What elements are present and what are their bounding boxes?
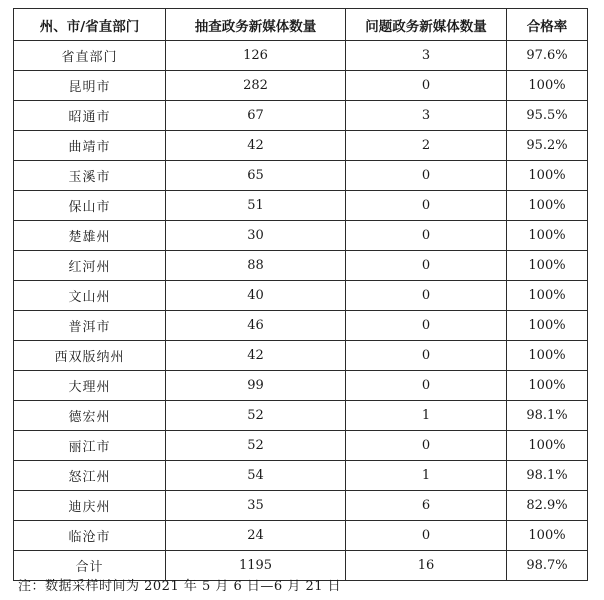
cell-problem-count: 1 [346, 401, 507, 431]
header-problem-count: 问题政务新媒体数量 [346, 9, 507, 41]
inspection-results-table [13, 8, 588, 581]
cell-pass-rate: 100% [507, 161, 588, 191]
cell-pass-rate: 98.1% [507, 401, 588, 431]
cell-inspected-count: 65 [166, 161, 346, 191]
cell-problem-count: 0 [346, 251, 507, 281]
cell-pass-rate: 100% [507, 371, 588, 401]
cell-inspected-count: 52 [166, 401, 346, 431]
cell-problem-count: 0 [346, 521, 507, 551]
cell-region: 临沧市 [14, 521, 166, 551]
cell-region: 大理州 [14, 371, 166, 401]
table-row [14, 191, 588, 221]
cell-problem-count: 0 [346, 371, 507, 401]
cell-pass-rate: 100% [507, 281, 588, 311]
cell-region: 昆明市 [14, 71, 166, 101]
cell-inspected-count: 88 [166, 251, 346, 281]
table-row [14, 311, 588, 341]
cell-inspected-count: 46 [166, 311, 346, 341]
cell-region: 普洱市 [14, 311, 166, 341]
cell-problem-count: 0 [346, 221, 507, 251]
cell-pass-rate: 100% [507, 431, 588, 461]
cell-pass-rate: 100% [507, 521, 588, 551]
cell-inspected-count: 42 [166, 131, 346, 161]
table-row [14, 71, 588, 101]
table-row [14, 371, 588, 401]
cell-problem-count: 0 [346, 341, 507, 371]
cell-inspected-count: 30 [166, 221, 346, 251]
cell-problem-count: 16 [346, 551, 507, 581]
cell-region: 保山市 [14, 191, 166, 221]
header-pass-rate: 合格率 [507, 9, 588, 41]
cell-inspected-count: 42 [166, 341, 346, 371]
cell-problem-count: 6 [346, 491, 507, 521]
cell-inspected-count: 51 [166, 191, 346, 221]
cell-region: 丽江市 [14, 431, 166, 461]
cell-inspected-count: 52 [166, 431, 346, 461]
table-row [14, 131, 588, 161]
cell-problem-count: 0 [346, 161, 507, 191]
cell-inspected-count: 67 [166, 101, 346, 131]
table-row [14, 101, 588, 131]
cell-problem-count: 2 [346, 131, 507, 161]
cell-problem-count: 0 [346, 311, 507, 341]
table-row [14, 461, 588, 491]
cell-pass-rate: 100% [507, 221, 588, 251]
table-total-row [14, 551, 588, 581]
cell-pass-rate: 100% [507, 71, 588, 101]
cell-region: 怒江州 [14, 461, 166, 491]
cell-pass-rate: 95.2% [507, 131, 588, 161]
cell-region: 省直部门 [14, 41, 166, 71]
cell-pass-rate: 100% [507, 311, 588, 341]
cell-problem-count: 3 [346, 101, 507, 131]
cell-region: 玉溪市 [14, 161, 166, 191]
cell-problem-count: 0 [346, 71, 507, 101]
cell-inspected-count: 99 [166, 371, 346, 401]
table-body [14, 41, 588, 581]
table-row [14, 281, 588, 311]
cell-pass-rate: 100% [507, 341, 588, 371]
cell-inspected-count: 24 [166, 521, 346, 551]
cell-inspected-count: 1195 [166, 551, 346, 581]
cell-problem-count: 1 [346, 461, 507, 491]
cell-region: 红河州 [14, 251, 166, 281]
cell-problem-count: 0 [346, 431, 507, 461]
cell-inspected-count: 282 [166, 71, 346, 101]
table-header-row [14, 9, 588, 41]
cell-problem-count: 0 [346, 281, 507, 311]
cell-problem-count: 3 [346, 41, 507, 71]
table-row [14, 521, 588, 551]
table-row [14, 41, 588, 71]
cell-region: 昭通市 [14, 101, 166, 131]
cell-pass-rate: 82.9% [507, 491, 588, 521]
cell-inspected-count: 126 [166, 41, 346, 71]
cell-pass-rate: 95.5% [507, 101, 588, 131]
header-region: 州、市/省直部门 [14, 9, 166, 41]
cell-pass-rate: 98.7% [507, 551, 588, 581]
cell-inspected-count: 35 [166, 491, 346, 521]
data-sampling-note: 注：数据采样时间为 2021 年 5 月 6 日—6 月 21 日 [18, 579, 342, 594]
cell-region: 迪庆州 [14, 491, 166, 521]
table-row [14, 491, 588, 521]
table-row [14, 341, 588, 371]
table-row [14, 161, 588, 191]
cell-region: 曲靖市 [14, 131, 166, 161]
cell-region: 文山州 [14, 281, 166, 311]
table-row [14, 221, 588, 251]
table-row [14, 401, 588, 431]
table-row [14, 431, 588, 461]
cell-pass-rate: 98.1% [507, 461, 588, 491]
cell-region: 合计 [14, 551, 166, 581]
cell-problem-count: 0 [346, 191, 507, 221]
cell-pass-rate: 100% [507, 251, 588, 281]
cell-pass-rate: 97.6% [507, 41, 588, 71]
cell-region: 楚雄州 [14, 221, 166, 251]
header-inspected-count: 抽查政务新媒体数量 [166, 9, 346, 41]
cell-inspected-count: 40 [166, 281, 346, 311]
cell-inspected-count: 54 [166, 461, 346, 491]
table-row [14, 251, 588, 281]
cell-pass-rate: 100% [507, 191, 588, 221]
cell-region: 德宏州 [14, 401, 166, 431]
cell-region: 西双版纳州 [14, 341, 166, 371]
